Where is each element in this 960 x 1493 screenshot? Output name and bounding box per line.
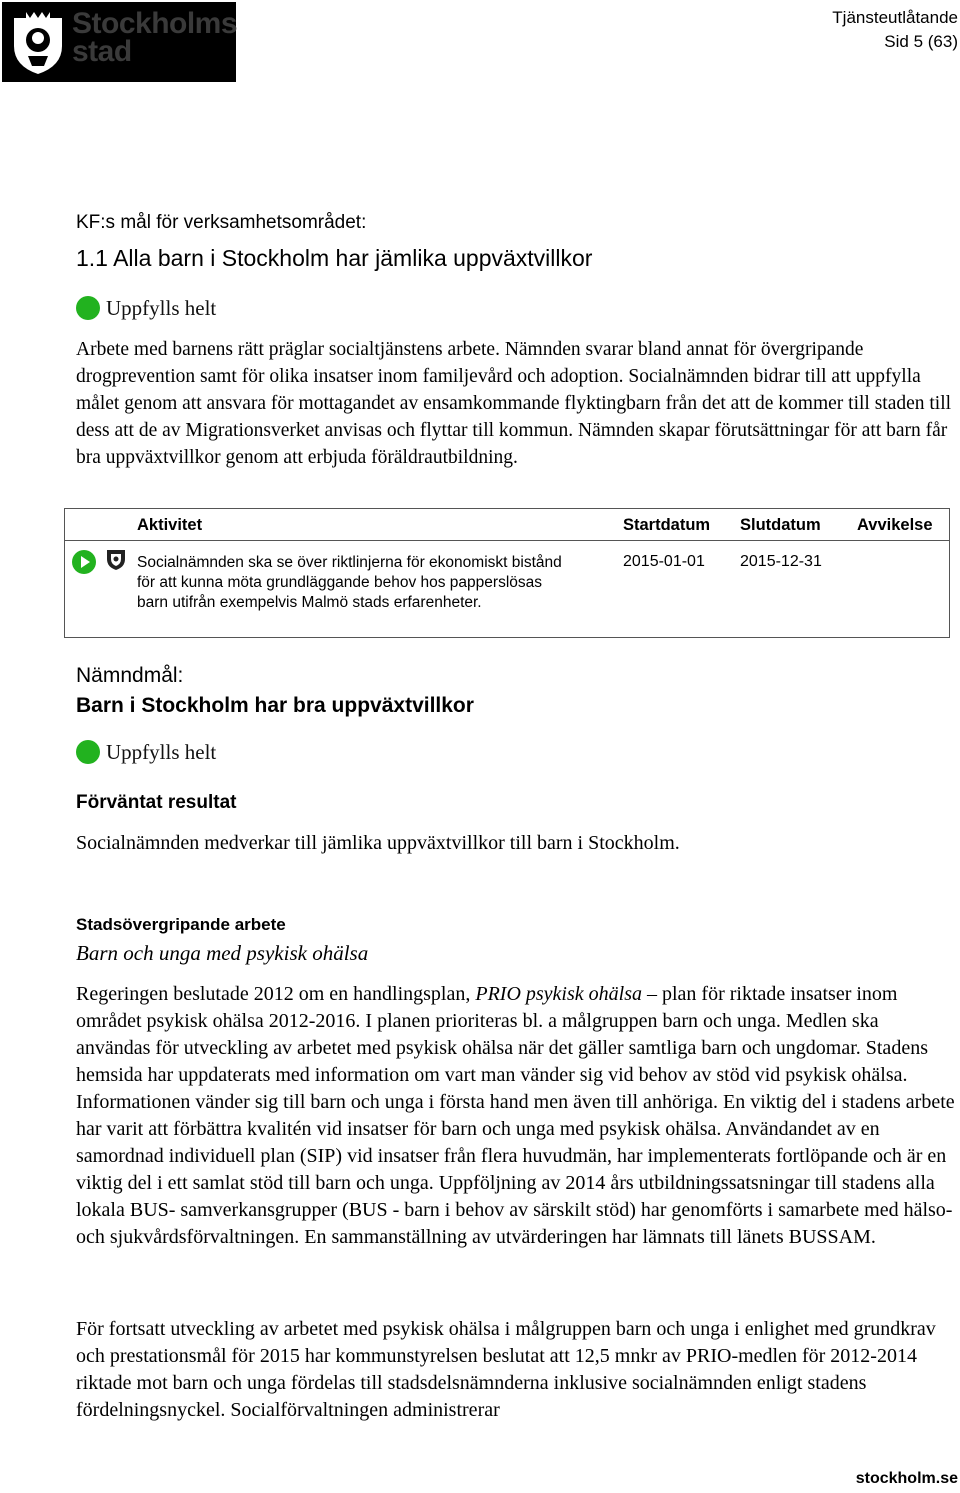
footer-brand: stockholm.se	[855, 1470, 958, 1487]
kf-goal-label: KF:s mål för verksamhetsområdet:	[76, 212, 367, 233]
expected-result-heading: Förväntat resultat	[76, 792, 237, 813]
logo-text-line2: stad	[72, 35, 132, 68]
city-work-heading: Stadsövergripande arbete	[76, 915, 286, 934]
city-work-paragraph-2: För fortsatt utveckling av arbetet med psykisk ohälsa i målgruppen barn och unga i enlighet med grundkrav och prestationsmål för 2015 har kommunstyrelsen beslutat att 12,5 mnkr av PRIO-medlen för 2012-2014 riktade mot barn och unga fördelas till stadsdelsnämnderna inklusive socialnämnden enligt stadens fördelningsnyckel. Socialförvaltningen administrerar	[76, 1318, 936, 1421]
status-green-dot-icon	[76, 740, 100, 764]
document-type: Tjänsteutlåtande	[832, 8, 958, 27]
crest-icon	[10, 8, 66, 76]
committee-goal-title: Barn i Stockholm har bra uppväxtvillkor	[76, 694, 474, 717]
activity-table	[64, 508, 950, 638]
col-activity: Aktivitet	[137, 516, 203, 534]
city-work-subheading: Barn och unga med psykisk ohälsa	[76, 941, 369, 965]
shield-icon	[105, 547, 127, 571]
play-icon	[71, 549, 97, 575]
p1-italic: PRIO psykisk ohälsa	[475, 983, 642, 1005]
kf-goal-status-text: Uppfylls helt	[106, 295, 217, 320]
committee-goal-status	[76, 738, 216, 766]
logo-text-line1: Stockholms	[72, 7, 238, 40]
activity-end-date: 2015-12-31	[740, 553, 822, 570]
committee-goal-label: Nämndmål:	[76, 664, 184, 687]
kf-goal-title: 1.1 Alla barn i Stockholm har jämlika uppväxtvillkor	[76, 245, 593, 271]
activity-table-header	[65, 509, 949, 541]
col-start-date: Startdatum	[623, 516, 711, 534]
committee-goal-status-text: Uppfylls helt	[106, 739, 217, 764]
col-deviation: Avvikelse	[857, 516, 933, 534]
stockholm-logo	[2, 2, 236, 82]
expected-result-text: Socialnämnden medverkar till jämlika uppväxtvillkor till barn i Stockholm.	[76, 832, 680, 854]
kf-goal-status	[76, 294, 216, 322]
p1-before: Regeringen beslutade 2012 om en handlingsplan,	[76, 983, 476, 1005]
kf-goal-description: Arbete med barnens rätt präglar socialtjänstens arbete. Nämnden svarar bland annat för övergripande drogprevention samt för olika insatser inom familjevård och adoption. Socialnämnden bidrar till att uppfylla målet genom att ansvara för mottagandet av ensamkommande flyktingbarn från det att de kommer till staden till dess att de av Migrationsverket anvisas och flyttar till kommun. Nämnden skapar förutsättningar för att barn får bra uppväxtvillkor genom att erbjuda föräldrautbildning.	[76, 339, 952, 468]
activity-start-date: 2015-01-01	[623, 553, 705, 570]
p1-after: – plan för riktade insatser inom området psykisk ohälsa 2012-2016. I planen prioriteras bl. a målgruppen barn och unga. Medlen ska användas för utveckling av arbetet med psykisk ohälsa när det gäller samtliga barn och ungdomar. Stadens hemsida har uppdaterats med information om vart man vänder sig vid behov av stöd vid psykisk ohälsa. Informationen vänder sig till barn och unga i första hand men även till anhöriga. En viktig del i stadens arbete har varit att förbättra kvalitén vid insatser för barn och unga med psykisk ohälsa. Användandet av en samordnad individuell plan (SIP) vid insatser från flera huvudmän, har implementerats fortlöpande och är en viktig del i ett samlat stöd till barn och unga. Uppföljning av 2014 års utbildningssatsningar till stadens alla lokala BUS- samverkansgrupper (BUS - barn i behov av särskilt stöd) har genomförts i samarbete med hälso- och sjukvårdsförvaltningen. En sammanställning av utvärderingen har lämnats till länets BUSSAM.	[76, 983, 955, 1248]
page-number: Sid 5 (63)	[884, 32, 958, 51]
status-green-dot-icon	[76, 296, 100, 320]
activity-text: Socialnämnden ska se över riktlinjerna för ekonomiskt bistånd för att kunna möta grundläggande behov hos papperslösas barn utifrån exempelvis Malmö stads erfarenheter.	[137, 554, 562, 611]
city-work-paragraph-1	[76, 981, 956, 1251]
col-end-date: Slutdatum	[740, 516, 821, 534]
